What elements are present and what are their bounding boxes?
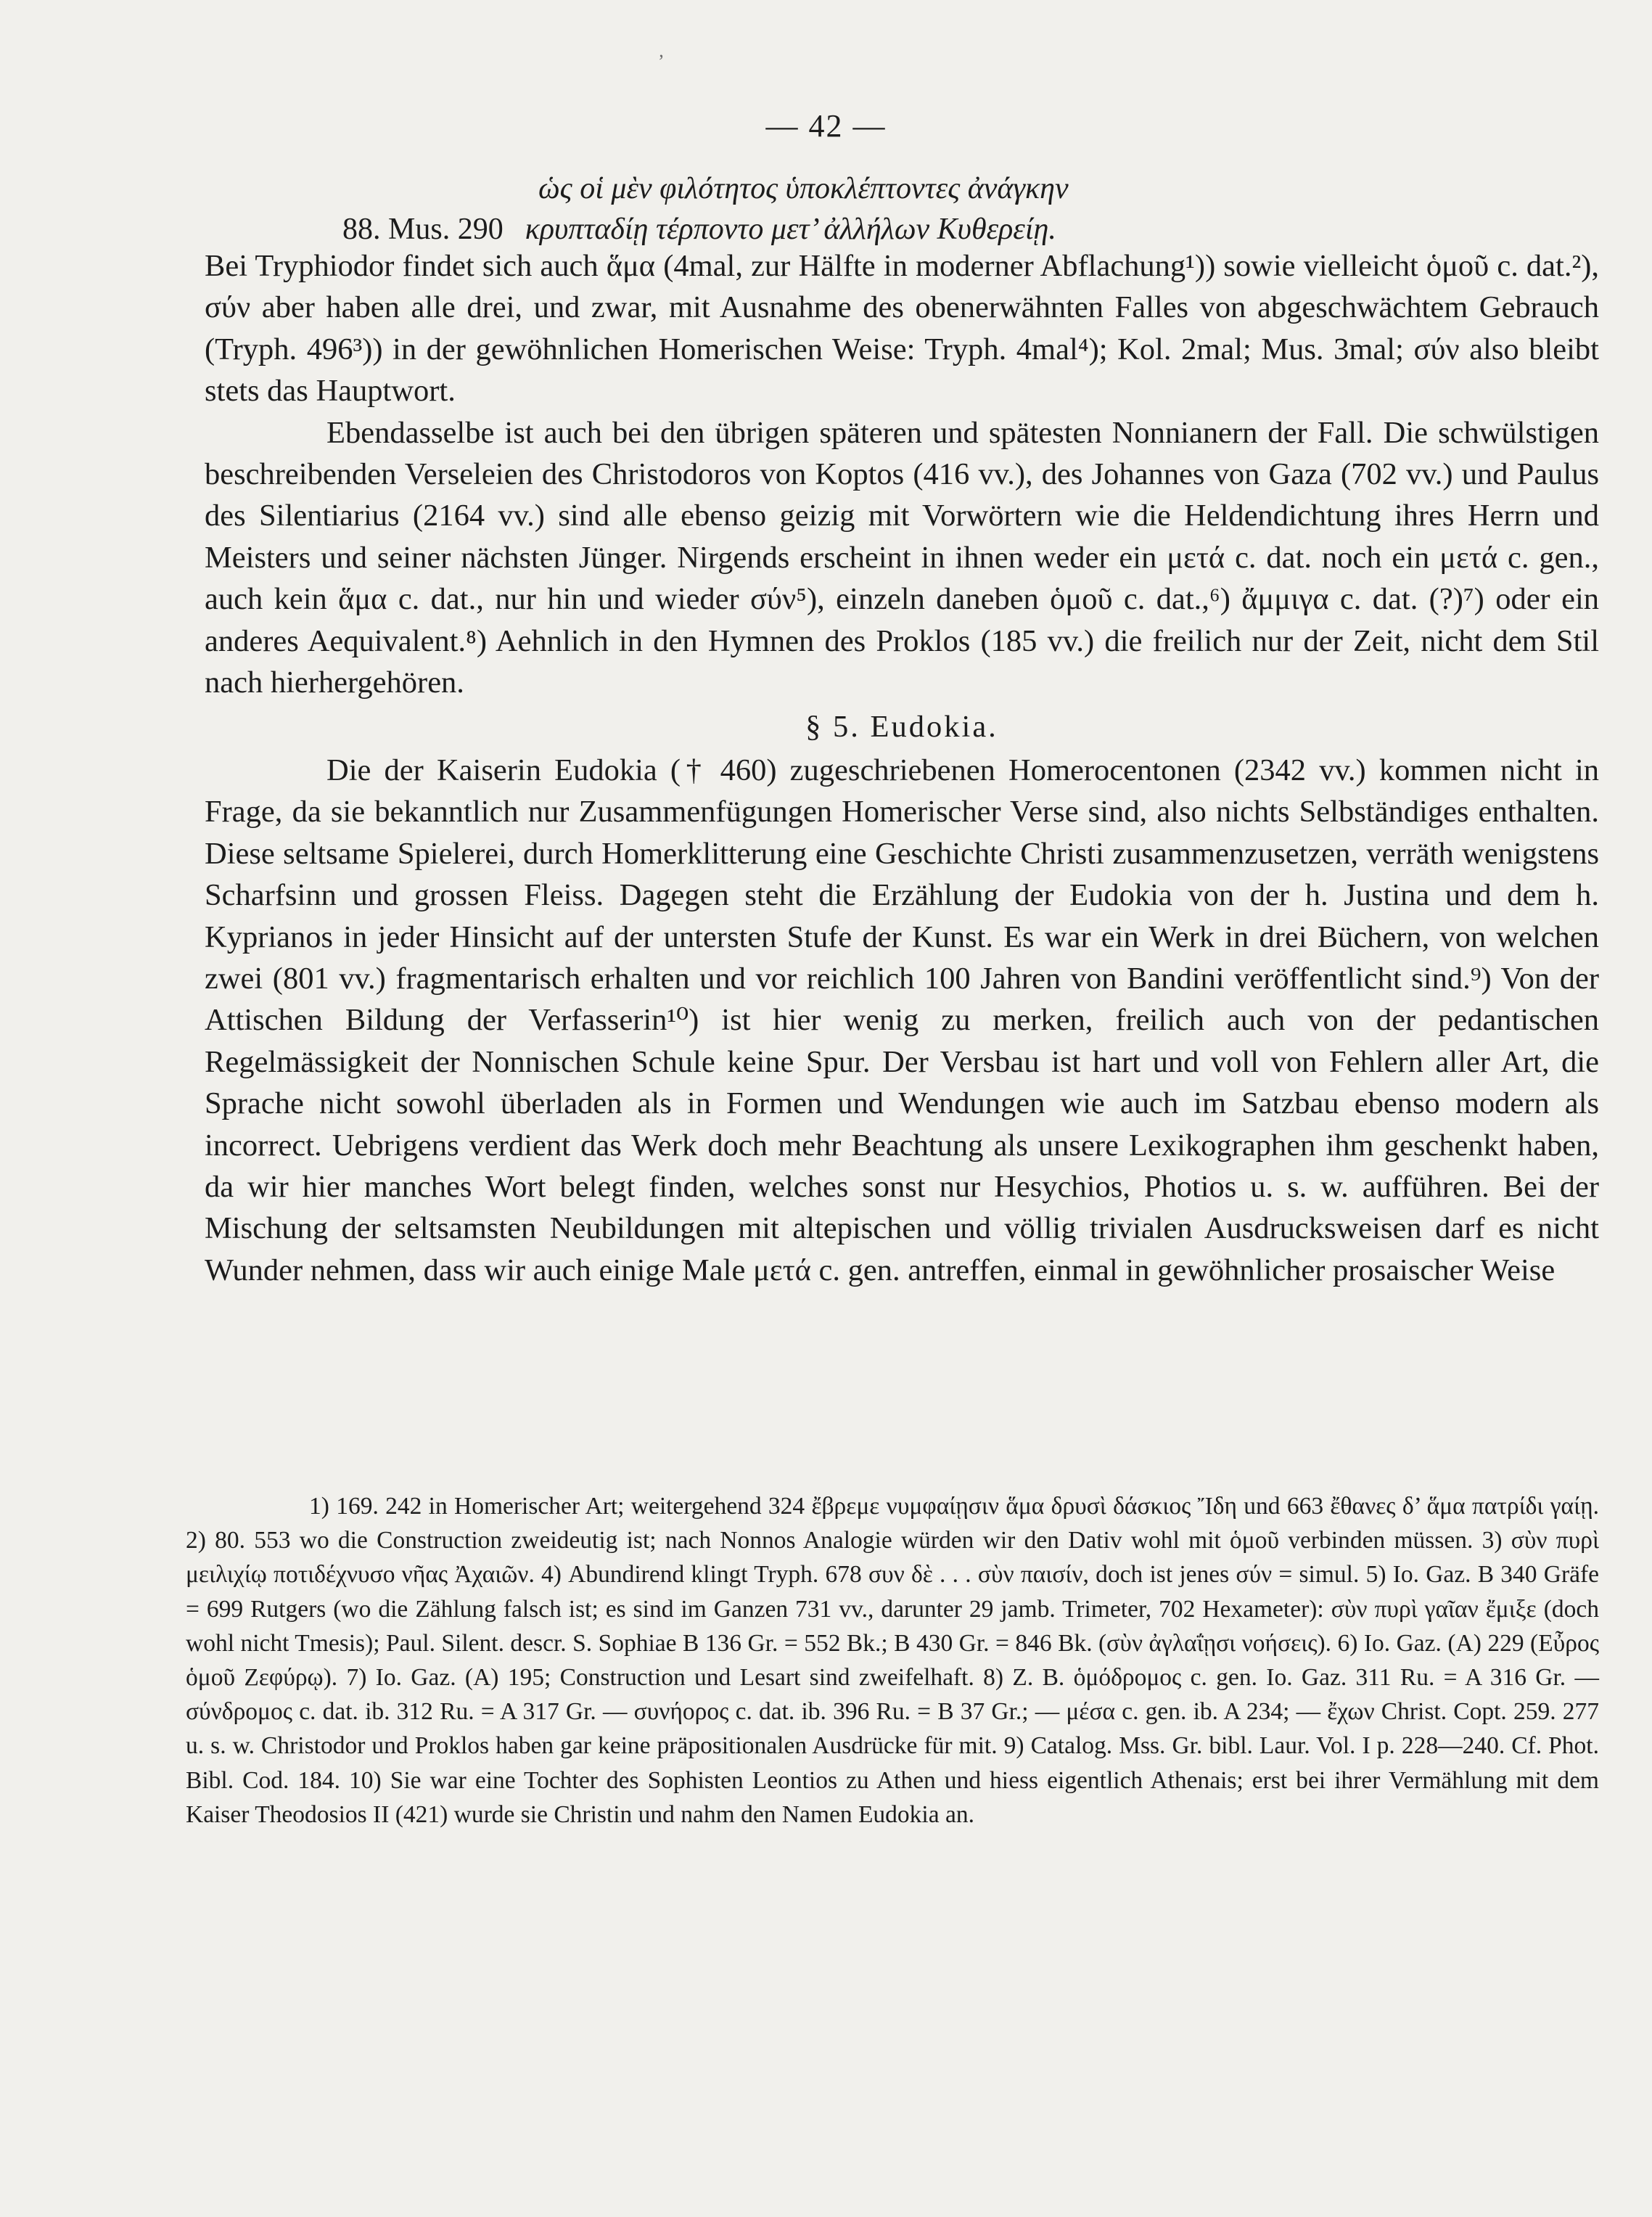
ink-speck: ‚ xyxy=(658,40,665,61)
verse-reference: 88. Mus. 290 xyxy=(342,213,504,246)
paragraph-tryphiodor: Bei Tryphiodor findet sich auch ἅμα (4mal, zur Hälfte in moderner Abflachung¹)) sowie vielleicht ὁμοῦ c. dat.²), σύν aber haben alle drei, und zwar, mit Ausnahme des obenerwähnten Falles von abgeschwächtem Gebrauch (Tryph. 496³)) in der gewöhnlichen Homerischen Weise: Tryph. 4mal⁴); Kol. 2mal; Mus. 3mal; σύν also bleibt stets das Hauptwort. xyxy=(205,249,1599,409)
section-heading: § 5. Eudokia. xyxy=(805,710,998,745)
page-number: — 42 — xyxy=(765,108,887,144)
paragraph-nonnianer: Ebendasselbe ist auch bei den übrigen späteren und spätesten Nonnianern der Fall. Die schwülstigen beschreibenden Verseleien des Christodoros von Koptos (416 vv.), des Johannes von Gaza (702 vv.) und Paulus des Silentiarius (2164 vv.) sind alle ebenso geizig mit Vorwörtern wie die Heldendichtung ihres Herrn und Meisters und seiner nächsten Jünger. Nirgends erscheint in ihnen weder ein μετά c. dat. noch ein μετά c. gen., auch kein ἅμα c. dat., nur hin und wieder σύν⁵), einzeln daneben ὁμοῦ c. dat.,⁶) ἄμμιγα c. dat. (?)⁷) oder ein anderes Aequivalent.⁸) Aehnlich in den Hymnen des Proklos (185 vv.) die freilich nur der Zeit, nicht dem Stil nach hierhergehören. xyxy=(205,415,1599,700)
verse-text: κρυπταδίῃ τέρποντο μετ’ ἀλλήλων Κυθερείῃ. xyxy=(525,213,1056,246)
footnote-block: 1) 169. 242 in Homerischer Art; weitergehend 324 ἔβρεμε νυμφαίῃσιν ἅμα δρυσὶ δάσκιος Ἴδη und 663 ἔθανες δ’ ἅμα πατρίδι γαίῃ. 2) 80. 553 wo die Construction zweideutig ist; nach Nonnos Analogie würden wir den Dativ wohl mit ὁμοῦ verbinden müssen. 3) σὺν πυρὶ μειλιχίῳ ποτιδέχνυσο νῆας Ἀχαιῶν. 4) Abundirend klingt Tryph. 678 συν δὲ . . . σὺν παισίν, doch ist jenes σύν = simul. 5) Io. Gaz. B 340 Gräfe = 699 Rutgers (wo die Zählung falsch ist; es sind im Ganzen 731 vv., darunter 29 jamb. Trimeter, 702 Hexameter): σὺν πυρὶ γαῖαν ἔμιξε (doch wohl nicht Tmesis); Paul. Silent. descr. S. Sophiae B 136 Gr. = 552 Bk.; B 430 Gr. = 846 Bk. (σὺν ἀγλαΐῃσι νοήσεις). 6) Io. Gaz. (A) 229 (Εὖρος ὁμοῦ Ζεφύρῳ). 7) Io. Gaz. (A) 195; Construction und Lesart sind zweifelhaft. 8) Z. B. ὁμόδρομος c. gen. Io. Gaz. 311 Ru. = A 316 Gr. — σύνδρομος c. dat. ib. 312 Ru. = A 317 Gr. — συνήορος c. dat. ib. 396 Ru. = B 37 Gr.; — μέσα c. gen. ib. A 234; — ἔχων Christ. Copt. 259. 277 u. s. w. Christodor und Proklos haben gar keine präpositionalen Ausdrücke für mit. 9) Catalog. Mss. Gr. bibl. Laur. Vol. I p. 228—240. Cf. Phot. Bibl. Cod. 184. 10) Sie war eine Tochter des Sophisten Leontios zu Athen und hiess eigentlich Athenais; erst bei ihrer Vermählung mit dem Kaiser Theodosios II (421) wurde sie Christin und nahm den Namen Eudokia an. xyxy=(186,1493,1599,1828)
paragraph-eudokia: Die der Kaiserin Eudokia († 460) zugeschriebenen Homerocentonen (2342 vv.) kommen nicht in Frage, da sie bekanntlich nur Zusammenfügungen Homerischer Verse sind, also nichts Selbständiges enthalten. Diese seltsame Spielerei, durch Homerklitterung eine Geschichte Christi zusammenzusetzen, verräth wenigstens Scharfsinn und grossen Fleiss. Dagegen steht die Erzählung der Eudokia von der h. Justina und dem h. Kyprianos in jeder Hinsicht auf der untersten Stufe der Kunst. Es war ein Werk in drei Büchern, von welchen zwei (801 vv.) fragmentarisch erhalten und vor reichlich 100 Jahren von Bandini veröffentlicht sind.⁹) Von der Attischen Bildung der Verfasserin¹⁰) ist hier wenig zu merken, freilich auch von der pedantischen Regelmässigkeit der Nonnischen Schule keine Spur. Der Versbau ist hart und voll von Fehlern aller Art, die Sprache nicht sowohl überladen als in Formen und Wendungen wie auch im Satzbau ebenso modern als incorrect. Uebrigens verdient das Werk doch mehr Beachtung als unsere Lexikographen ihm geschenkt haben, da wir hier manches Wort belegt finden, welches sonst nur Hesychios, Photios u. s. w. aufführen. Bei der Mischung der seltsamsten Neubildungen mit altepischen und völlig trivialen Ausdrucksweisen darf es nicht Wunder nehmen, dass wir auch einige Male μετά c. gen. antreffen, einmal in gewöhnlicher prosaischer Weise xyxy=(205,753,1599,1287)
footnotes xyxy=(186,1489,1599,1832)
verse-line-1: ὡς οἱ μὲν φιλότητος ὑποκλέπτοντες ἀνάγκην xyxy=(538,172,1069,205)
verse-line-2 xyxy=(342,212,1056,247)
main-text xyxy=(205,245,1599,1291)
